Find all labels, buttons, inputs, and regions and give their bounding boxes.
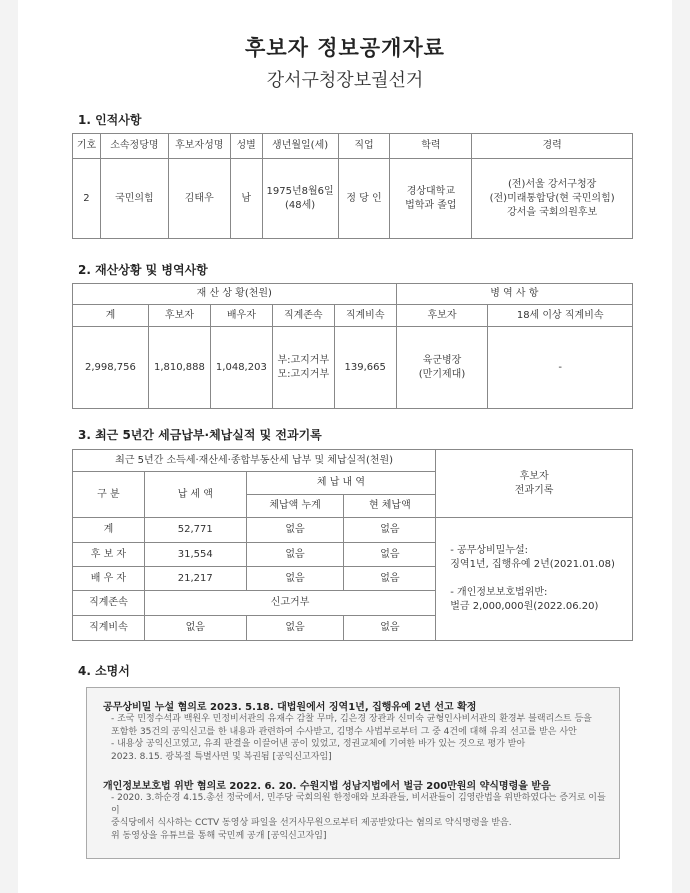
tax-row-paid: 21,217: [144, 567, 246, 591]
statement-box: [86, 687, 620, 859]
tax-col-arrears: 체 납 내 역: [246, 472, 436, 495]
page-title: 후보자 정보공개자료: [245, 36, 445, 60]
military-col-descendants: 18세 이상 직계비속: [488, 305, 633, 327]
military-status-header: 병 역 사 항: [396, 284, 632, 305]
candidate-number: 2: [73, 159, 101, 239]
candidate-job: 정 당 인: [338, 159, 390, 239]
document-page: [18, 0, 672, 893]
tax-row-arrears-total: 없음: [246, 518, 344, 543]
tax-row-descendants-total: 없음: [246, 616, 344, 641]
asset-military-table: [72, 283, 633, 409]
header-number: 기호: [73, 134, 101, 159]
tax-row-arrears-current: 없음: [344, 567, 436, 591]
asset-col-ancestors: 직계존속: [272, 305, 334, 327]
statement-item1-title: 공무상비밀 누설 혐의로 2023. 5.18. 대법원에서 징역1년, 집행유예 2년 선고 확정: [103, 702, 477, 713]
military-candidate-value: 육군병장 (만기제대): [396, 327, 488, 409]
tax-header: 최근 5년간 소득세·재산세·종합부동산세 납부 및 체납실적(천원): [73, 450, 436, 472]
asset-col-candidate: 후보자: [148, 305, 210, 327]
tax-row-descendants-paid: 없음: [144, 616, 246, 641]
tax-col-arrears-total: 체납액 누계: [246, 495, 344, 518]
tax-row-arrears-current: 없음: [344, 543, 436, 567]
section3-heading: 3. 최근 5년간 세금납부·체납실적 및 전과기록: [78, 428, 322, 442]
tax-row-paid: 52,771: [144, 518, 246, 543]
candidate-name: 김태우: [168, 159, 230, 239]
asset-status-header: 재 산 상 황(천원): [73, 284, 397, 305]
personal-info-table: [72, 133, 633, 239]
asset-col-descendants: 직계비속: [334, 305, 396, 327]
header-job: 직업: [338, 134, 390, 159]
header-birth: 생년월일(세): [262, 134, 338, 159]
candidate-gender: 남: [230, 159, 262, 239]
tax-row-label-ancestors: 직계존속: [73, 591, 145, 616]
tax-row-ancestors-value: 신고거부: [144, 591, 435, 616]
candidate-party: 국민의힘: [100, 159, 168, 239]
asset-descendants-value: 139,665: [334, 327, 396, 409]
asset-col-spouse: 배우자: [210, 305, 272, 327]
section1-heading: 1. 인적사항: [78, 113, 142, 127]
statement-item1-body: - 조국 민정수석과 백원우 민정비서관의 유재수 감찰 무마, 김은경 장관과 신미숙 균형인사비서관의 환경부 블랙리스트 등을 포함한 35건의 공익신고를 한 내용과 관련하여 수사받고, 김명수 사법부로부터 그 중 4건에 대해 유죄 선고를 받은 사안 - 내용상 공익신고였고, 유죄 판결을 이끌어낸 공이 있었고, 정권교체에 기여한 바가 있는 것으로 평가 받아 2023. 8.15. 광복절 특별사면 및 복권됨 [공익신고자임]: [111, 714, 592, 762]
asset-spouse-value: 1,048,203: [210, 327, 272, 409]
tax-row-label: 후 보 자: [73, 543, 145, 567]
header-name: 후보자성명: [168, 134, 230, 159]
tax-row-label-descendants: 직계비속: [73, 616, 145, 641]
asset-total-value: 2,998,756: [73, 327, 149, 409]
tax-criminal-table: [72, 449, 633, 641]
statement-item2-title: 개인정보보호법 위반 혐의로 2022. 6. 20. 수원지법 성남지법에서 벌금 200만원의 약식명령을 받음: [103, 781, 551, 792]
tax-col-arrears-current: 현 체납액: [344, 495, 436, 518]
candidate-birth: 1975년8월6일 (48세): [262, 159, 338, 239]
statement-item2-body: - 2020. 3.하순경 4.15.총선 정국에서, 민주당 국회의원 한정애와 보좌관들, 비서관들이 김영란법을 위반하였다는 증거로 이들이 중식당에서 식사하는 CCTV 동영상 파일을 선거사무원으로부터 제공받았다는 혐의로 약식명령을 받음. 위 동영상을 유튜브를 통해 국민께 공개 [공익신고자임]: [111, 793, 606, 841]
tax-col-category: 구 분: [73, 472, 145, 518]
asset-col-total: 계: [73, 305, 149, 327]
criminal-record-header: 후보자 전과기록: [436, 450, 633, 518]
asset-ancestors-value: 부:고지거부 모:고지거부: [272, 327, 334, 409]
asset-candidate-value: 1,810,888: [148, 327, 210, 409]
page-subtitle: 강서구청장보궐선거: [266, 70, 424, 91]
tax-row-descendants-current: 없음: [344, 616, 436, 641]
tax-row-arrears-current: 없음: [344, 518, 436, 543]
military-col-candidate: 후보자: [396, 305, 488, 327]
tax-row-label: 계: [73, 518, 145, 543]
section4-heading: 4. 소명서: [78, 664, 130, 678]
tax-row-arrears-total: 없음: [246, 543, 344, 567]
candidate-career: (전)서울 강서구청장 (전)미래통합당(현 국민의힘) 강서을 국회의원후보: [472, 159, 633, 239]
candidate-education: 경상대학교 법학과 졸업: [390, 159, 472, 239]
tax-row-label: 배 우 자: [73, 567, 145, 591]
header-career: 경력: [472, 134, 633, 159]
military-descendants-value: -: [488, 327, 633, 409]
header-education: 학력: [390, 134, 472, 159]
criminal-record-value: - 공무상비밀누설: 징역1년, 집행유예 2년(2021.01.08) - 개인정보보호법위반: 벌금 2,000,000원(2022.06.20): [436, 518, 633, 641]
header-gender: 성별: [230, 134, 262, 159]
header-party: 소속정당명: [100, 134, 168, 159]
section2-heading: 2. 재산상황 및 병역사항: [78, 263, 208, 277]
tax-row-arrears-total: 없음: [246, 567, 344, 591]
tax-col-paid: 납 세 액: [144, 472, 246, 518]
tax-row-paid: 31,554: [144, 543, 246, 567]
